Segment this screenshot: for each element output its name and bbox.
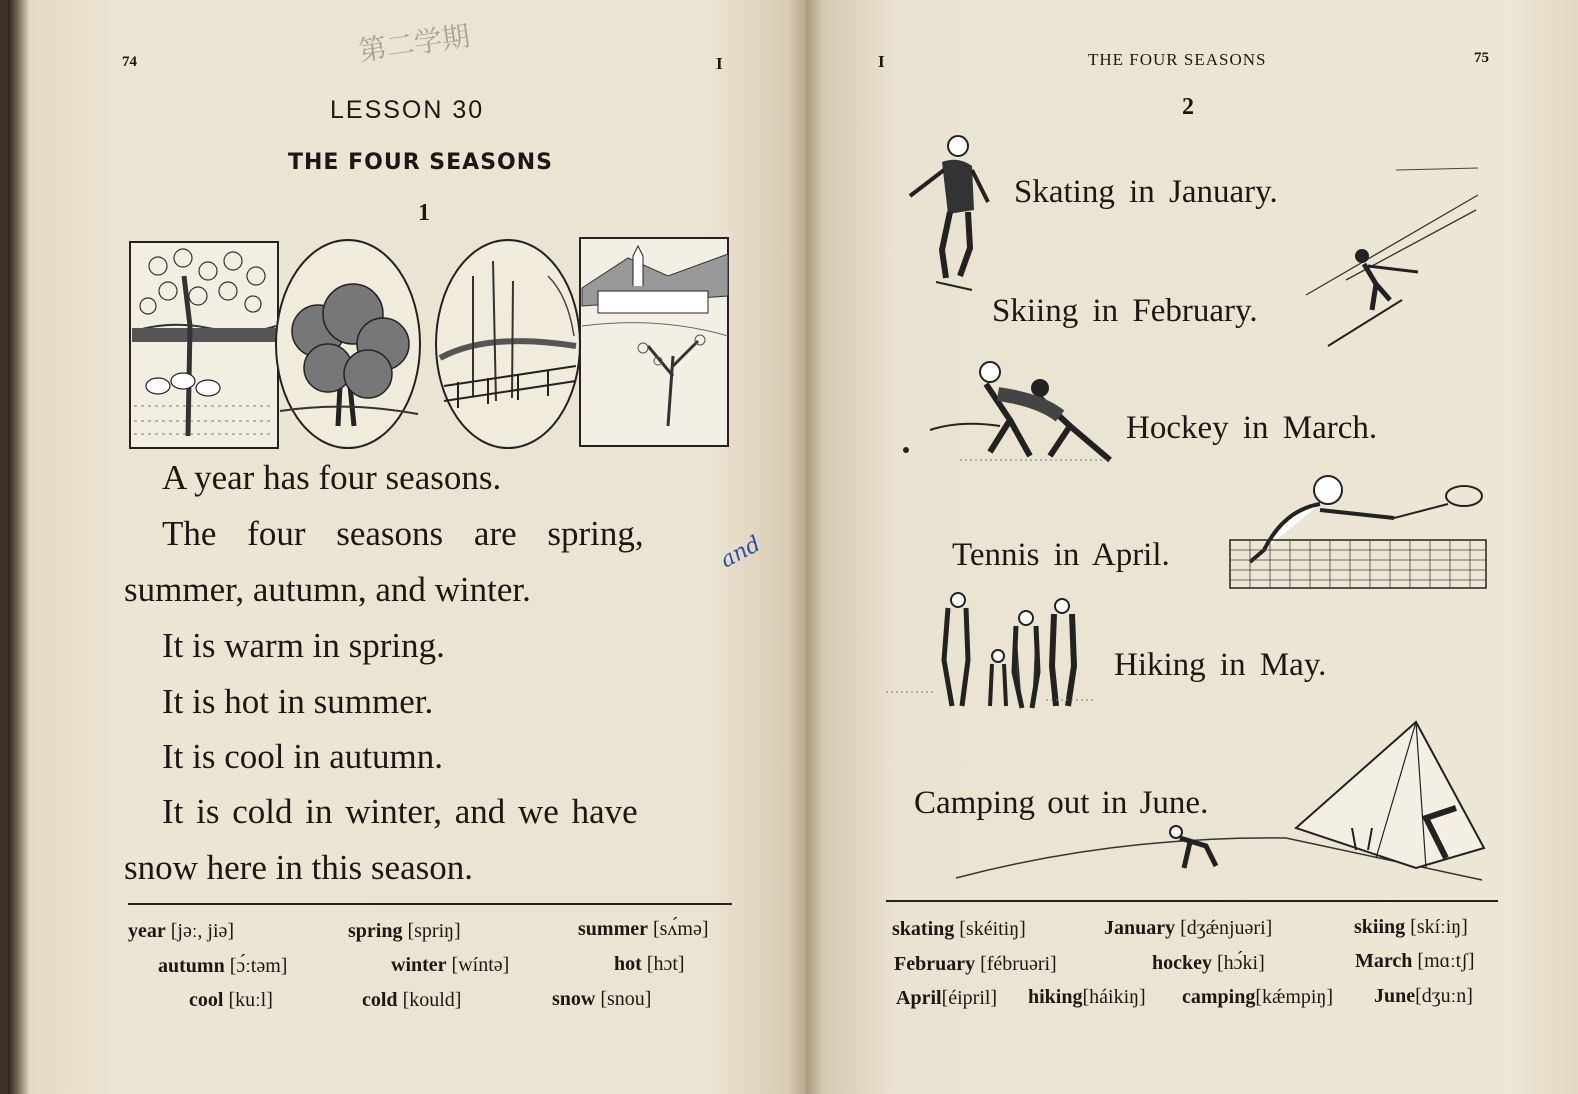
section-marker: I	[878, 52, 885, 71]
text-line-8: snow here in this season.	[124, 848, 473, 887]
pencil-note: 第二学期	[356, 19, 472, 68]
left-page	[8, 0, 806, 1094]
vocab-item: skating [skéitiŋ]	[892, 918, 1026, 940]
text-line-2: The four seasons are spring,	[162, 514, 644, 553]
vocab-item: hockey [hɔ́ki]	[1152, 952, 1265, 974]
summer-picture	[276, 240, 420, 448]
vocab-item: cool [kuːl]	[189, 989, 273, 1011]
vocab-item: cold [kould]	[362, 989, 462, 1011]
activity-hiking: Hiking in May.	[1114, 647, 1327, 683]
hockey-illustration	[900, 360, 1130, 470]
running-head: THE FOUR SEASONS	[1088, 50, 1267, 69]
vocab-item: camping[kǽmpiŋ]	[1182, 986, 1334, 1008]
vocab-item: January [dʒǽnjuəri]	[1104, 917, 1273, 939]
activity-hockey: Hockey in March.	[1126, 410, 1378, 446]
activity-skating: Skating in January.	[1014, 174, 1278, 210]
activity-skiing: Skiing in February.	[992, 293, 1258, 329]
vocab-item: year [jəː, jiə]	[128, 920, 235, 942]
text-line-5: It is hot in summer.	[162, 682, 434, 721]
skier-illustration	[1306, 160, 1486, 350]
spring-picture	[130, 242, 278, 448]
text-line-6: It is cool in autumn.	[162, 737, 443, 776]
vocab-item: February [fébruəri]	[894, 953, 1057, 975]
section-number: 1	[418, 200, 430, 226]
autumn-picture	[436, 240, 580, 448]
skater-illustration	[902, 130, 992, 295]
vocab-item: March [mɑːtʃ]	[1355, 950, 1475, 972]
right-page	[806, 0, 1578, 1094]
page-number: 75	[1474, 50, 1489, 66]
handwritten-note: and	[716, 531, 765, 574]
lesson-heading: LESSON 30	[330, 96, 485, 124]
vocab-item: snow [snou]	[552, 988, 652, 1010]
text-line-4: It is warm in spring.	[162, 626, 445, 665]
tennis-illustration	[1224, 470, 1490, 595]
divider	[128, 903, 732, 905]
winter-picture	[580, 238, 728, 446]
vocab-item: winter [wíntə]	[391, 954, 510, 976]
divider	[886, 900, 1498, 902]
section-number: 2	[1182, 94, 1194, 120]
vocab-item: summer [sʌ́mə]	[578, 918, 709, 940]
page-number: 74	[122, 54, 137, 70]
vocab-item: April[éipril]	[896, 987, 998, 1009]
activity-tennis: Tennis in April.	[952, 537, 1170, 573]
lesson-title: THE FOUR SEASONS	[288, 150, 554, 175]
hikers-illustration	[886, 590, 1100, 715]
vocab-item: spring [spriŋ]	[348, 920, 461, 942]
vocab-item: hiking[háikiŋ]	[1028, 986, 1146, 1008]
text-line-3: summer, autumn, and winter.	[124, 570, 531, 609]
text-line-1: A year has four seasons.	[162, 458, 502, 497]
vocab-item: June[dʒuːn]	[1374, 985, 1473, 1007]
section-marker: I	[716, 54, 723, 73]
activity-camping: Camping out in June.	[914, 785, 1209, 821]
vocab-item: hot [hɔt]	[614, 953, 685, 975]
vocab-item: skiing [skíːiŋ]	[1354, 916, 1468, 938]
vocab-item: autumn [ɔ́ːtəm]	[158, 955, 288, 977]
text-line-7: It is cold in winter, and we have	[162, 792, 638, 831]
four-seasons-illustration	[128, 236, 730, 452]
